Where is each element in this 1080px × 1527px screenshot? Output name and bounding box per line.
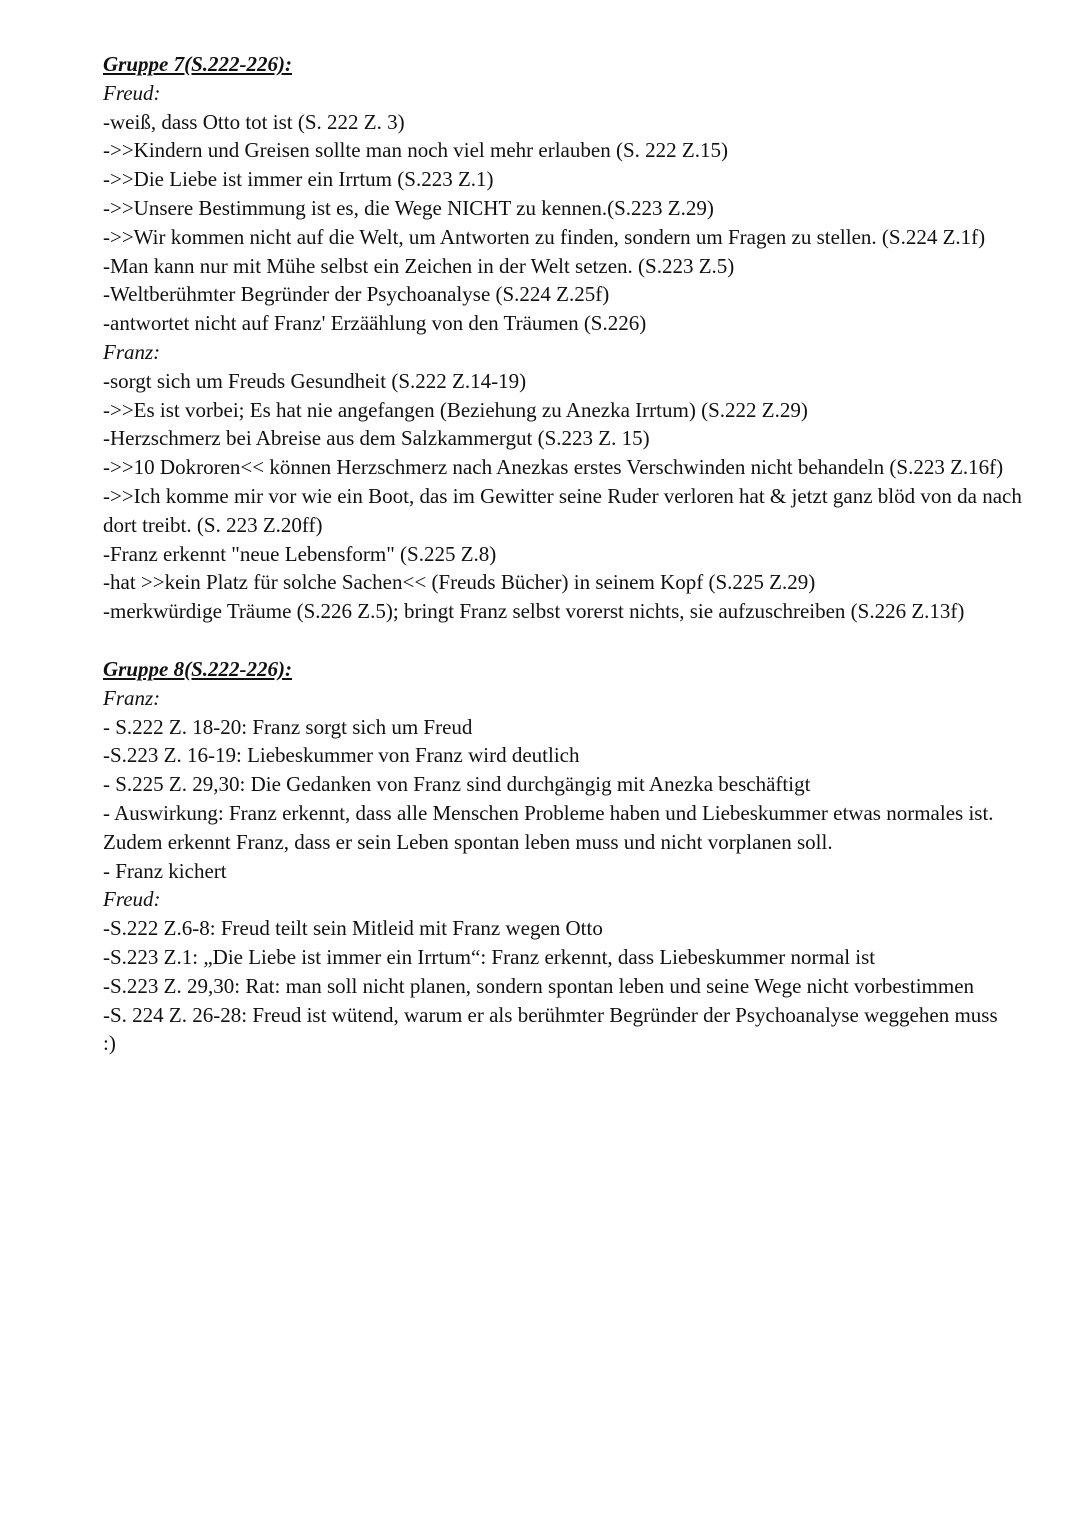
group-7-freud-line: ->>Die Liebe ist immer ein Irrtum (S.223 Z.1) <box>103 167 494 192</box>
group-7-franz-line: ->>Ich komme mir vor wie ein Boot, das im Gewitter seine Ruder verloren hat & jetzt ganz blöd von da nach dort treibt. (S. 223 Z.20ff) <box>103 483 1022 537</box>
group-7-franz-line: -Herzschmerz bei Abreise aus dem Salzkammergut (S.223 Z. 15) <box>103 426 650 451</box>
group-8-freud-line: -S. 224 Z. 26-28: Freud ist wütend, warum er als berühmter Begründer der Psychoanalyse weggehen muss <box>103 1002 998 1027</box>
group-8-freud-line: :) <box>103 1031 116 1056</box>
group-8-heading: Gruppe 8(S.222-226): <box>103 656 292 681</box>
group-7-franz-label: Franz: <box>103 339 161 364</box>
group-7-freud-line: -weiß, dass Otto tot ist (S. 222 Z. 3) <box>103 109 405 134</box>
group-7-franz-line: ->>Es ist vorbei; Es hat nie angefangen (Beziehung zu Anezka Irrtum) (S.222 Z.29) <box>103 397 808 422</box>
group-8-freud-line: -S.223 Z.1: „Die Liebe ist immer ein Irrtum“: Franz erkennt, dass Liebeskummer normal ist <box>103 944 876 969</box>
group-7-freud-line: ->>Wir kommen nicht auf die Welt, um Antworten zu finden, sondern um Fragen zu stellen. (S.224 Z.1f) <box>103 224 986 249</box>
group-8-franz-line: - S.222 Z. 18-20: Franz sorgt sich um Freud <box>103 714 473 739</box>
group-8-franz-line: - Franz kichert <box>103 858 227 883</box>
group-8-freud-line: -S.222 Z.6-8: Freud teilt sein Mitleid mit Franz wegen Otto <box>103 916 603 941</box>
document-page <box>103 50 1043 1058</box>
group-7-freud-line: ->>Unsere Bestimmung ist es, die Wege NICHT zu kennen.(S.223 Z.29) <box>103 195 714 220</box>
group-8-franz-line: -S.223 Z. 16-19: Liebeskummer von Franz wird deutlich <box>103 743 580 768</box>
group-8-freud-line: -S.223 Z. 29,30: Rat: man soll nicht planen, sondern spontan leben und seine Wege nicht vorbestimmen <box>103 973 975 998</box>
group-7-freud-label: Freud: <box>103 80 161 105</box>
group-7-section <box>103 50 1043 626</box>
group-8-freud-label: Freud: <box>103 887 161 912</box>
group-7-freud-line: -Man kann nur mit Mühe selbst ein Zeichen in der Welt setzen. (S.223 Z.5) <box>103 253 735 278</box>
group-7-franz-line: -hat >>kein Platz für solche Sachen<< (Freuds Bücher) in seinem Kopf (S.225 Z.29) <box>103 570 816 595</box>
group-7-franz-line: -merkwürdige Träume (S.226 Z.5); bringt Franz selbst vorerst nichts, sie aufzuschreiben (S.226 Z.13f) <box>103 599 965 624</box>
group-8-franz-line: - S.225 Z. 29,30: Die Gedanken von Franz sind durchgängig mit Anezka beschäftigt <box>103 772 811 797</box>
group-7-freud-line: -antwortet nicht auf Franz' Erzäählung von den Träumen (S.226) <box>103 311 647 336</box>
group-7-franz-line: -sorgt sich um Freuds Gesundheit (S.222 Z.14-19) <box>103 368 527 393</box>
group-7-freud-line: -Weltberühmter Begründer der Psychoanalyse (S.224 Z.25f) <box>103 282 610 307</box>
group-7-franz-line: ->>10 Dokroren<< können Herzschmerz nach Anezkas erstes Verschwinden nicht behandeln (S.223 Z.16f) <box>103 455 1004 480</box>
group-8-franz-label: Franz: <box>103 685 161 710</box>
group-7-franz-line: -Franz erkennt "neue Lebensform" (S.225 Z.8) <box>103 541 497 566</box>
group-7-heading: Gruppe 7(S.222-226): <box>103 52 292 76</box>
group-8-section <box>103 655 1043 1058</box>
group-8-franz-line: - Auswirkung: Franz erkennt, dass alle Menschen Probleme haben und Liebeskummer etwas normales ist. Zudem erkennt Franz, dass er sein Leben spontan leben muss und nicht vorplanen soll. <box>103 800 994 854</box>
group-7-freud-line: ->>Kindern und Greisen sollte man noch viel mehr erlauben (S. 222 Z.15) <box>103 138 728 163</box>
